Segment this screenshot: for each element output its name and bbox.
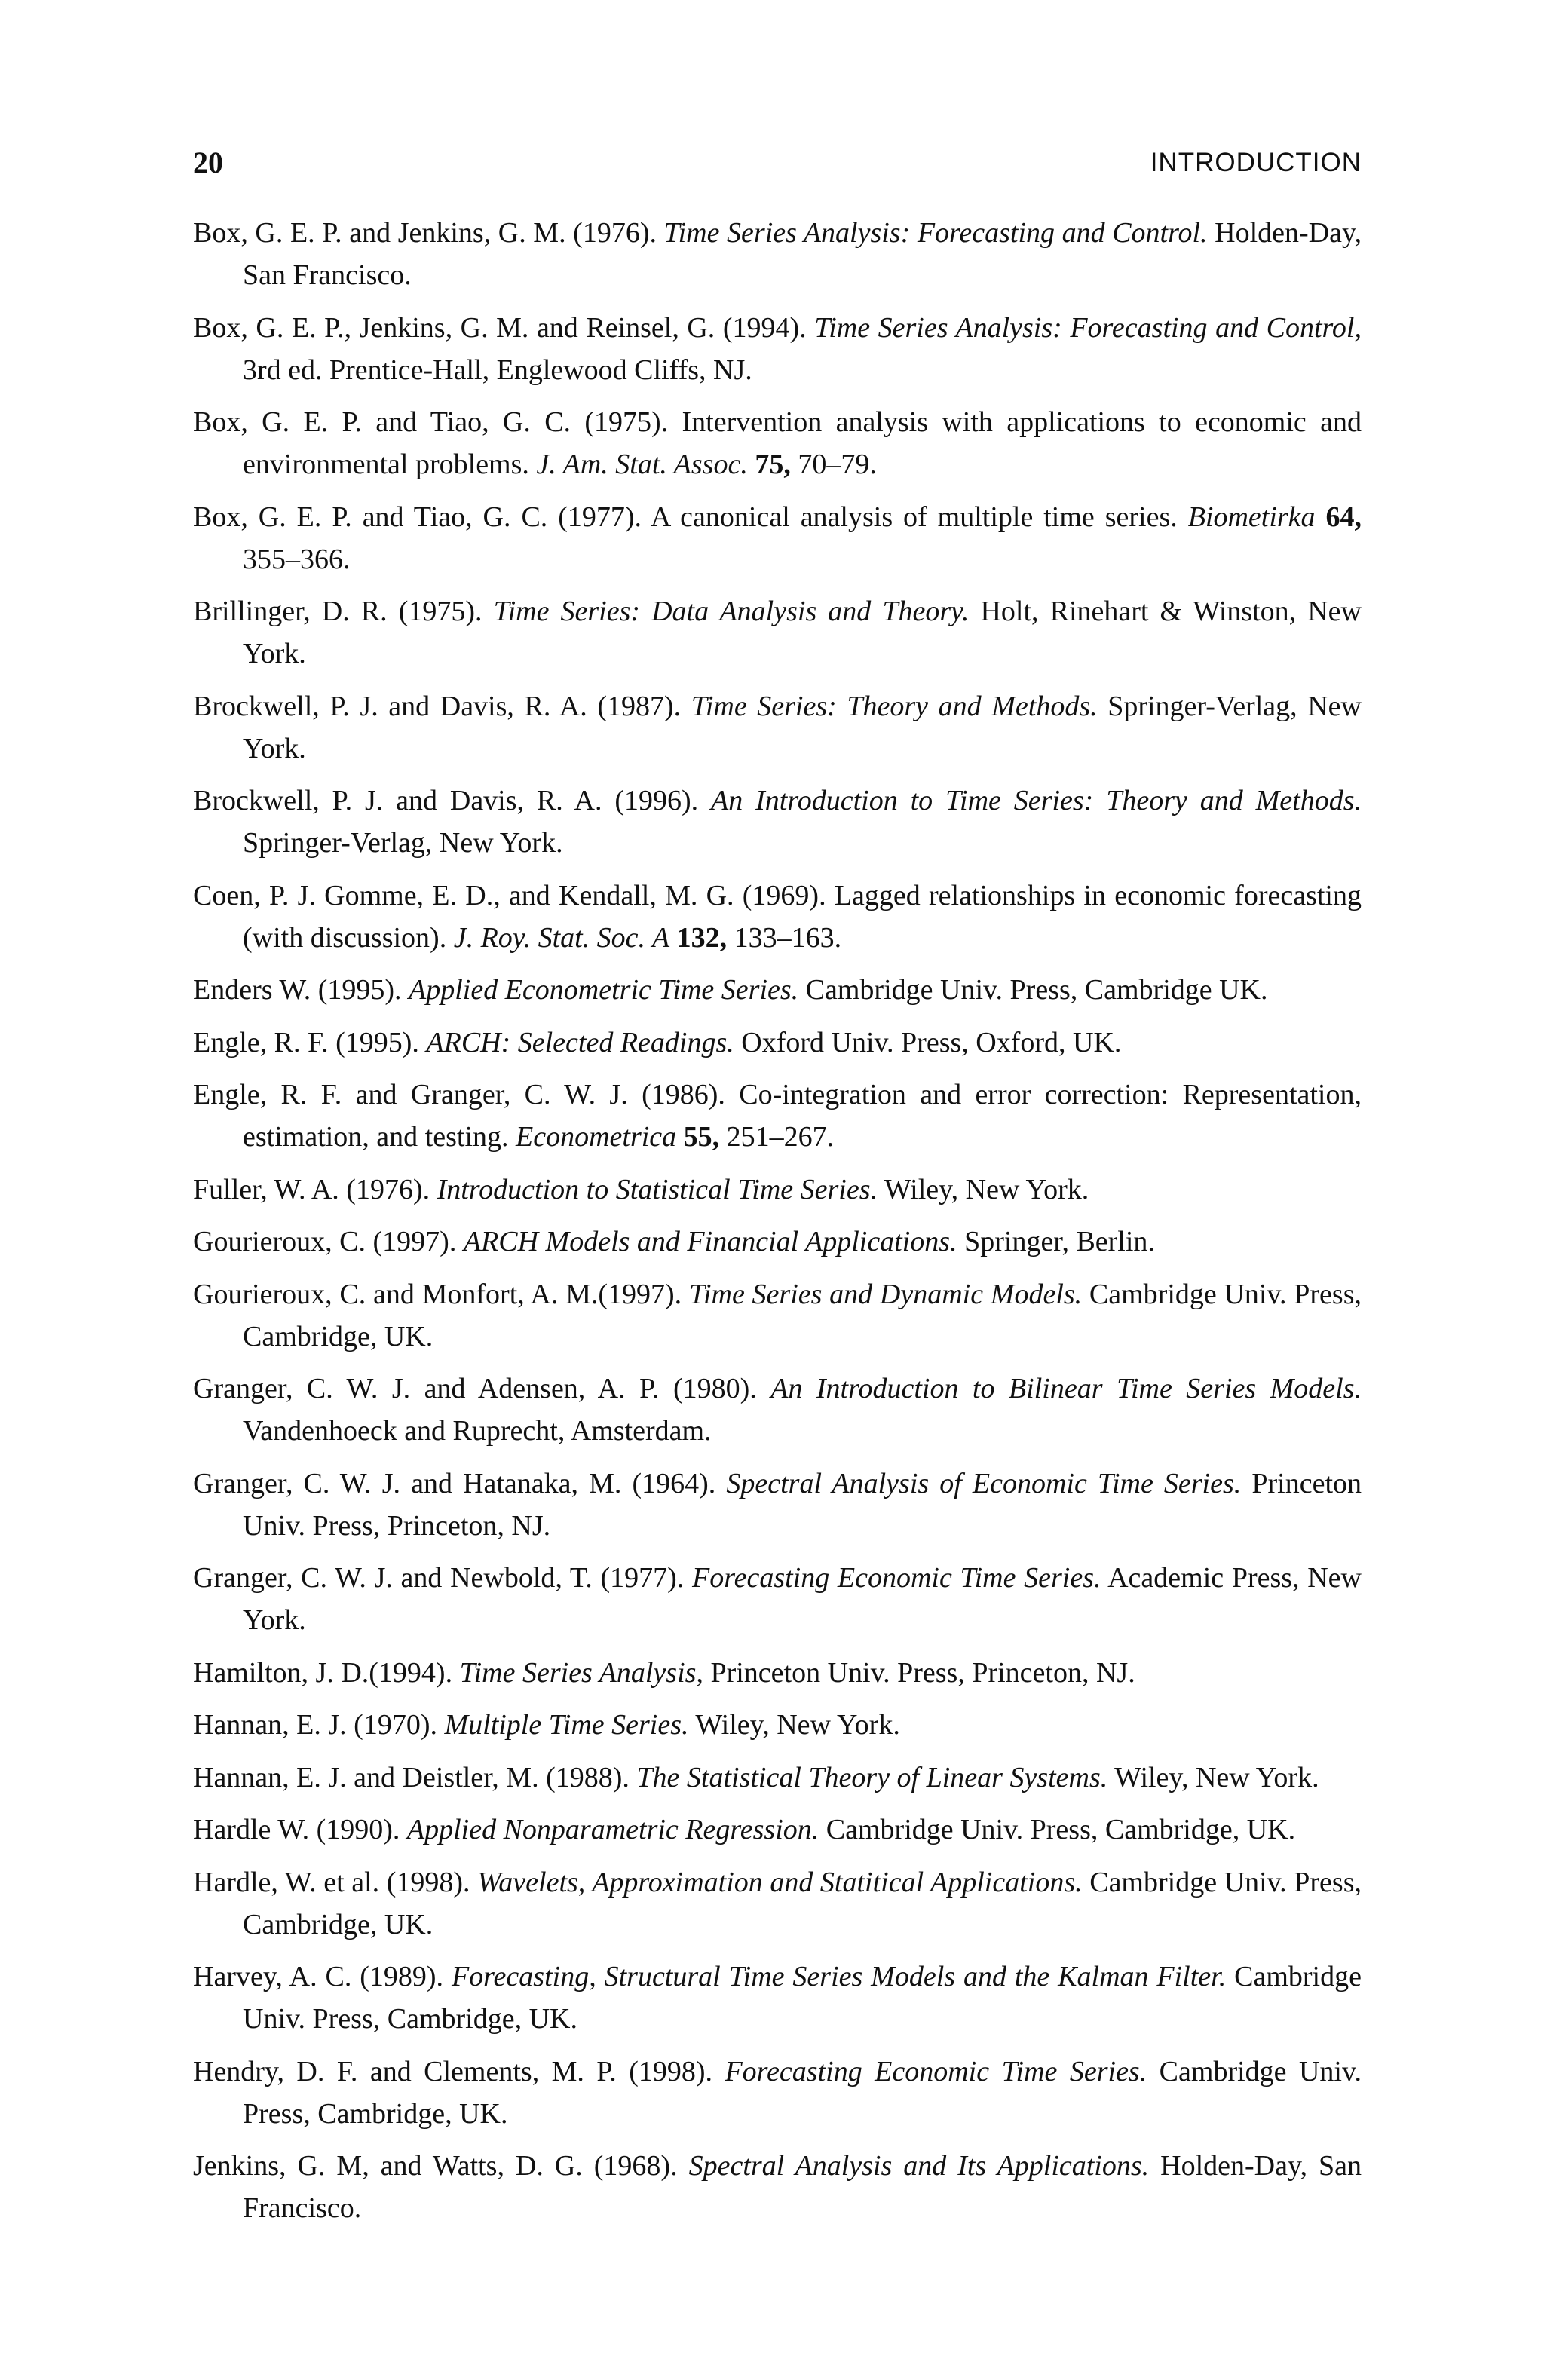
reference-publisher: Oxford Univ. Press, Oxford, UK. — [734, 1026, 1122, 1058]
reference-volume: 132, — [669, 921, 728, 954]
reference-entry — [193, 1809, 1362, 1851]
reference-authors-year: Enders W. (1995). — [193, 974, 409, 1006]
reference-publisher: Academic Press, New York. — [243, 1562, 1362, 1636]
reference-entry — [193, 875, 1362, 959]
reference-publisher: Cambridge Univ. Press, Cambridge, UK. — [819, 1814, 1296, 1845]
reference-title: The Statistical Theory of Linear Systems. — [636, 1761, 1108, 1793]
reference-entry — [193, 1757, 1362, 1799]
reference-title: Wavelets, Approximation and Statitical Applications. — [477, 1866, 1083, 1898]
reference-title: Forecasting Economic Time Series. — [725, 2055, 1147, 2087]
page-number: 20 — [193, 145, 223, 179]
reference-authors-year: Harvey, A. C. (1989). — [193, 1961, 452, 1993]
reference-title: J. Am. Stat. Assoc. — [536, 449, 748, 480]
reference-entry — [193, 1221, 1362, 1263]
reference-publisher: 355–366. — [243, 543, 351, 575]
reference-title: Econometrica — [516, 1121, 677, 1153]
reference-title: Spectral Analysis and Its Applications. — [688, 2150, 1150, 2182]
reference-title: Time Series Analysis: Forecasting and Control, — [814, 311, 1362, 344]
reference-title: Multiple Time Series. — [444, 1709, 689, 1741]
reference-authors-year: Granger, C. W. J. and Newbold, T. (1977). — [193, 1562, 692, 1594]
reference-publisher: Holden-Day, San Francisco. — [243, 217, 1362, 291]
reference-title: Forecasting, Structural Time Series Models and the Kalman Filter. — [451, 1961, 1227, 1993]
reference-entry — [193, 1557, 1362, 1641]
reference-publisher: Princeton Univ. Press, Princeton, NJ. — [243, 1467, 1362, 1542]
reference-entry — [193, 2051, 1362, 2135]
running-head — [193, 140, 1362, 185]
reference-entry — [193, 780, 1362, 864]
reference-authors-year: Jenkins, G. M, and Watts, D. G. (1968). — [193, 2150, 689, 2182]
reference-title: ARCH Models and Financial Applications. — [463, 1226, 957, 1257]
reference-publisher: Princeton Univ. Press, Princeton, NJ. — [703, 1656, 1135, 1689]
reference-authors-year: Gourieroux, C. and Monfort, A. M.(1997). — [193, 1278, 689, 1310]
reference-title: Time Series Analysis: Forecasting and Control. — [663, 217, 1208, 249]
reference-entry — [193, 1861, 1362, 1946]
reference-publisher: Cambridge Univ. Press, Cambridge, UK. — [243, 1278, 1362, 1352]
reference-list — [193, 212, 1362, 2240]
reference-publisher: 3rd ed. Prentice-Hall, Englewood Cliffs, NJ. — [243, 354, 752, 386]
reference-volume: 75, — [747, 449, 791, 480]
reference-title: An Introduction to Bilinear Time Series Models. — [770, 1373, 1362, 1404]
reference-volume: 55, — [676, 1121, 720, 1153]
reference-authors-year: Granger, C. W. J. and Adensen, A. P. (1980). — [193, 1373, 771, 1404]
reference-title: Time Series: Theory and Methods. — [691, 690, 1098, 722]
reference-authors-year: Box, G. E. P. and Tiao, G. C. (1975). Intervention analysis with applications to economic and environmental problems. — [193, 406, 1362, 480]
reference-publisher: Cambridge Univ. Press, Cambridge, UK. — [243, 1866, 1362, 1940]
reference-entry — [193, 1074, 1362, 1158]
reference-title: Time Series and Dynamic Models. — [688, 1278, 1083, 1310]
reference-title: ARCH: Selected Readings. — [426, 1026, 734, 1058]
reference-publisher: Cambridge Univ. Press, Cambridge, UK. — [243, 2055, 1362, 2130]
reference-entry — [193, 1273, 1362, 1358]
reference-title: Spectral Analysis of Economic Time Series. — [726, 1467, 1242, 1499]
reference-volume: 64, — [1315, 501, 1362, 533]
reference-publisher: Cambridge Univ. Press, Cambridge, UK. — [243, 1961, 1362, 2035]
reference-publisher: Holden-Day, San Francisco. — [243, 2150, 1362, 2224]
reference-entry — [193, 969, 1362, 1011]
reference-authors-year: Hannan, E. J. and Deistler, M. (1988). — [193, 1761, 637, 1793]
reference-title: J. Roy. Stat. Soc. A — [453, 921, 670, 954]
reference-publisher: 70–79. — [790, 449, 877, 480]
reference-entry — [193, 1022, 1362, 1064]
reference-publisher: Cambridge Univ. Press, Cambridge UK. — [798, 974, 1268, 1006]
reference-title: Applied Econometric Time Series. — [409, 974, 799, 1006]
reference-title: An Introduction to Time Series: Theory and Methods. — [711, 785, 1362, 816]
reference-authors-year: Box, G. E. P. and Jenkins, G. M. (1976). — [193, 217, 664, 249]
reference-entry — [193, 1169, 1362, 1211]
reference-entry — [193, 1463, 1362, 1547]
reference-publisher: 251–267. — [719, 1121, 835, 1153]
reference-publisher: Wiley, New York. — [688, 1709, 900, 1741]
reference-authors-year: Box, G. E. P. and Tiao, G. C. (1977). A canonical analysis of multiple time series. — [193, 501, 1188, 533]
reference-authors-year: Engle, R. F. (1995). — [193, 1026, 427, 1058]
reference-publisher: Wiley, New York. — [878, 1173, 1089, 1205]
reference-entry — [193, 307, 1362, 391]
reference-title: Biometirka — [1187, 501, 1316, 533]
reference-entry — [193, 1652, 1362, 1694]
reference-entry — [193, 401, 1362, 485]
reference-publisher: Holt, Rinehart & Winston, New York. — [243, 596, 1362, 669]
reference-authors-year: Granger, C. W. J. and Hatanaka, M. (1964). — [193, 1467, 727, 1499]
reference-publisher: Vandenhoeck and Ruprecht, Amsterdam. — [243, 1415, 712, 1447]
reference-entry — [193, 496, 1362, 580]
reference-entry — [193, 212, 1362, 296]
reference-entry — [193, 1368, 1362, 1452]
reference-entry — [193, 590, 1362, 675]
reference-authors-year: Box, G. E. P., Jenkins, G. M. and Reinsel, G. (1994). — [193, 311, 815, 344]
reference-title: Time Series Analysis, — [459, 1656, 703, 1689]
reference-authors-year: Fuller, W. A. (1976). — [193, 1173, 437, 1205]
reference-authors-year: Hamilton, J. D.(1994). — [193, 1656, 460, 1689]
reference-publisher: Wiley, New York. — [1107, 1761, 1319, 1793]
reference-authors-year: Brockwell, P. J. and Davis, R. A. (1996). — [193, 785, 712, 816]
section-title: INTRODUCTION — [1150, 148, 1362, 177]
reference-authors-year: Hardle W. (1990). — [193, 1814, 407, 1845]
reference-publisher: Springer-Verlag, New York. — [243, 827, 563, 859]
reference-authors-year: Engle, R. F. and Granger, C. W. J. (1986). Co-integration and error correction: Representation, estimation, and testing. — [193, 1079, 1362, 1153]
reference-authors-year: Coen, P. J. Gomme, E. D., and Kendall, M. G. (1969). Lagged relationships in economic forecasting (with discussion). — [193, 879, 1362, 954]
reference-authors-year: Brockwell, P. J. and Davis, R. A. (1987). — [193, 690, 691, 722]
reference-entry — [193, 1956, 1362, 2040]
reference-publisher: 133–163. — [727, 921, 842, 954]
reference-entry — [193, 685, 1362, 770]
reference-entry — [193, 2145, 1362, 2229]
reference-entry — [193, 1704, 1362, 1746]
reference-publisher: Springer, Berlin. — [957, 1226, 1155, 1257]
reference-authors-year: Gourieroux, C. (1997). — [193, 1226, 464, 1257]
reference-authors-year: Brillinger, D. R. (1975). — [193, 596, 494, 627]
reference-authors-year: Hardle, W. et al. (1998). — [193, 1866, 478, 1898]
reference-authors-year: Hendry, D. F. and Clements, M. P. (1998). — [193, 2055, 725, 2087]
reference-title: Introduction to Statistical Time Series. — [437, 1173, 878, 1205]
reference-publisher: Springer-Verlag, New York. — [243, 690, 1362, 764]
reference-title: Applied Nonparametric Regression. — [406, 1814, 819, 1845]
reference-title: Forecasting Economic Time Series. — [692, 1562, 1101, 1594]
reference-title: Time Series: Data Analysis and Theory. — [493, 596, 970, 627]
reference-authors-year: Hannan, E. J. (1970). — [193, 1709, 445, 1741]
